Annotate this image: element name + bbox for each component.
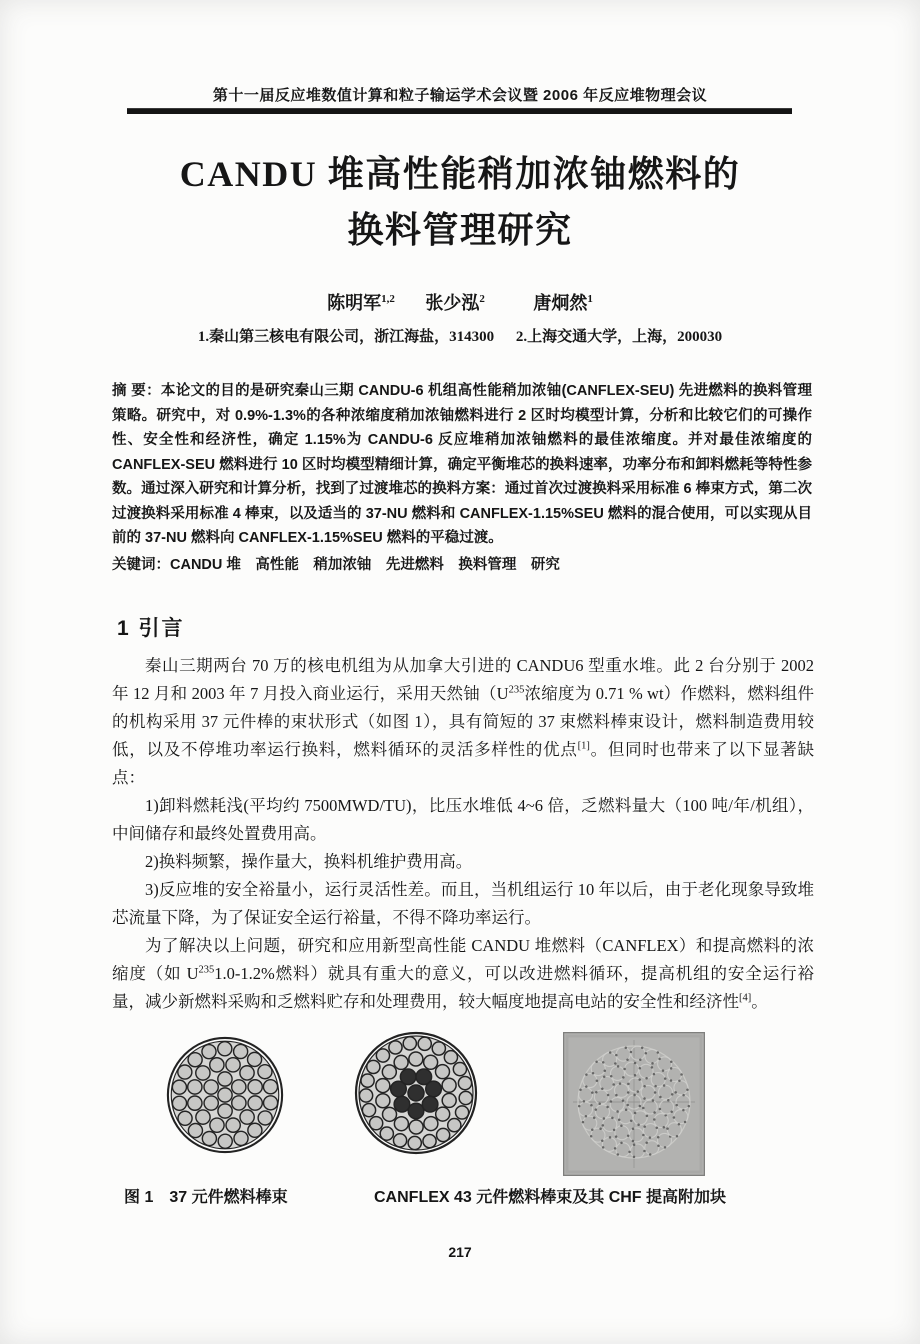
author-list [0,289,920,315]
u235-superscript: 235 [508,684,525,696]
section-1-heading: 1 引言 [117,617,185,640]
affiliation-1: 1.秦山第三核电有限公司，浙江海盐，314300 [197,329,495,345]
author-name: 陈明军 [327,293,382,313]
page-number: 217 [448,1244,472,1260]
paragraph-text: 。但同时也带来了以下显著缺点： [112,740,815,787]
title-line-2: 换料管理研究 [347,210,573,250]
conference-header: 第十一届反应堆数值计算和粒子输运学术会议暨 2006 年反应堆物理会议 [212,87,708,104]
abstract-paragraph [112,379,812,551]
reference-4-superscript: [4] [739,992,752,1004]
paragraph-text: 为了解决以上问题，研究和应用新型高性能 CANDU 堆燃料（CANFLEX）和提高燃料的浓缩度（如 U [112,936,814,983]
title-line-1: CANDU 堆高性能稍加浓铀燃料的 [179,154,741,194]
abstract-text: 本论文的目的是研究秦山三期 CANDU-6 机组高性能稍加浓铀(CANFLEX-SEU) 先进燃料的换料管理策略。研究中，对 0.9%-1.3%的各种浓缩度稍加浓铀燃料进行 2 区时均模型计算，分析和比较它们的可操作性、安全性和经济性，确定 1.15%为 CANDU-6 反应堆稍加浓铀燃料的最佳浓缩度。并对最佳浓缩度的 CANFLEX-SEU 燃料进行 10 区时均模型精细计算，确定平衡堆芯的换料速率，功率分布和卸料燃耗等特性参数。通过深入研究和计算分析，找到了过渡堆芯的换料方案：通过首次过渡换料采用标准 6 棒束方式，第二次过渡换料采用标准 4 棒束，以及适当的 37-NU 燃料和 CANFLEX-1.15%SEU 燃料的混合使用，可以实现从目前的 37-NU 燃料向 CANFLEX-1.15%SEU 燃料的平稳过渡。 [112,383,812,546]
keywords-text: CANDU 堆 高性能 稍加浓铀 先进燃料 换料管理 研究 [170,556,560,573]
paragraph-text: 秦山三期两台 70 万的核电机组为从加拿大引进的 CANDU6 型重水堆。此 2 台分别于 2002 年 12 月和 2003 年 7 月投入商业运行，采用天然铀（U [112,656,814,703]
chf-appendage-photo-image [563,1032,705,1176]
author-superscript: 2 [479,293,485,305]
header-rule [127,108,792,114]
body-paragraph-2 [112,932,814,1016]
figure-1-caption-left: 图 1 37 元件燃料棒束 [124,1189,288,1206]
author-name: 张少泓 [425,293,480,313]
affiliations [0,325,920,346]
author-1 [327,289,395,315]
keywords-line [112,553,812,578]
author-3 [533,289,593,315]
paragraph-text: 浓缩度为 0.71 % wt）作燃料，燃料组件的机构采用 37 元件棒的束状形式（如图 1），具有简短的 37 束燃料棒束设计，燃料制造费用较低，以及不停堆功率运行换料，燃料循环的灵活多样性的优点 [112,684,814,759]
reference-1-superscript: [1] [577,740,590,752]
drawback-item-2: 2)换料频繁，操作量大，换料机维护费用高。 [145,852,473,871]
author-name: 唐炯然 [533,293,588,313]
canflex-bundle-43-image [354,1031,478,1155]
abstract-label: 摘 要： [112,383,161,399]
paragraph-text: 。 [751,992,768,1011]
fuel-bundle-37-image [166,1036,284,1154]
abstract-block [112,379,812,577]
introduction-body [112,652,814,1016]
author-2 [425,289,485,315]
figure-1-caption-right: CANFLEX 43 元件燃料棒束及其 CHF 提高附加块 [374,1189,727,1206]
paper-title [0,146,920,258]
u235-superscript: 235 [198,964,215,976]
body-paragraph-1 [112,652,814,792]
author-superscript: 1,2 [381,293,395,305]
affiliation-2: 2.上海交通大学，上海，200030 [515,329,723,345]
author-superscript: 1 [587,293,593,305]
drawback-item-1: 1)卸料燃耗浅(平均约 7500MWD/TU)，比压水堆低 4~6 倍，乏燃料量大（100 吨/年/机组），中间储存和最终处置费用高。 [112,796,814,843]
keywords-label: 关键词： [112,556,170,573]
paragraph-text: 1.0-1.2%燃料）就具有重大的意义，可以改进燃料循环，提高机组的安全运行裕量，减少新燃料采购和乏燃料贮存和处理费用，较大幅度地提高电站的安全性和经济性 [112,964,814,1011]
drawback-item-3: 3)反应堆的安全裕量小，运行灵活性差。而且，当机组运行 10 年以后，由于老化现象导致堆芯流量下降，为了保证安全运行裕量，不得不降功率运行。 [112,880,814,927]
